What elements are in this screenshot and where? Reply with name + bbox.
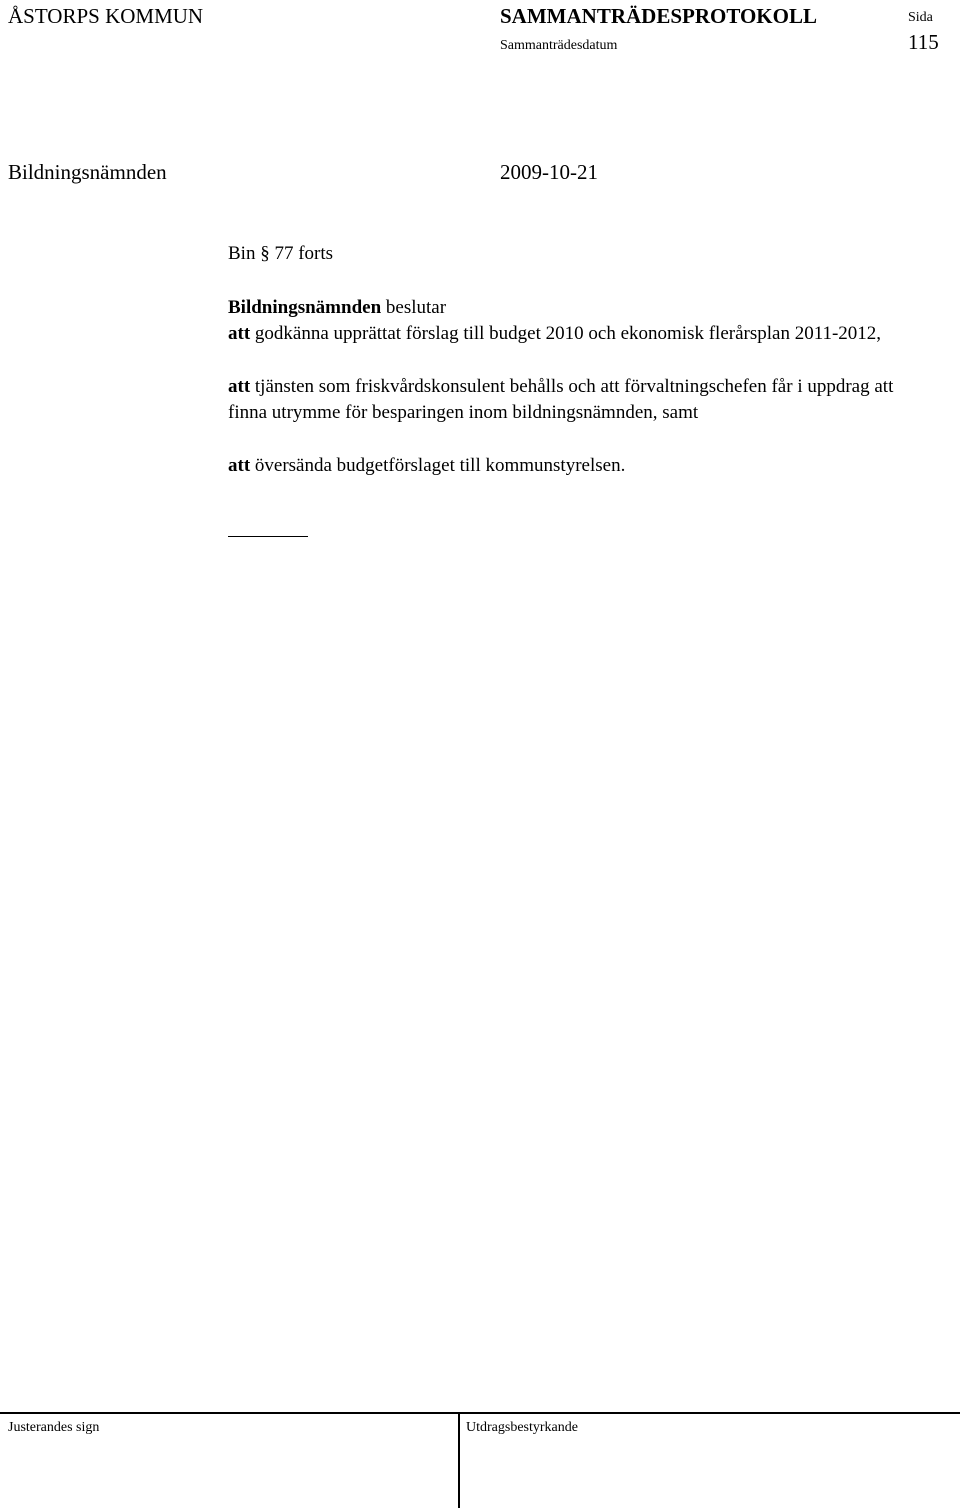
decision-subject: Bildningsnämnden bbox=[228, 297, 382, 318]
item-keyword: att bbox=[228, 376, 251, 397]
decision-item bbox=[228, 374, 928, 426]
decision-block bbox=[228, 295, 928, 347]
decision-item bbox=[228, 453, 928, 479]
meeting-date: 2009-10-21 bbox=[500, 160, 598, 184]
page-number: 115 bbox=[908, 30, 939, 54]
section-reference: Bin § 77 forts bbox=[228, 243, 334, 264]
extract-certification-label: Utdragsbestyrkande bbox=[466, 1420, 578, 1435]
item-keyword: att bbox=[228, 323, 251, 344]
footer-divider bbox=[458, 1412, 460, 1508]
item-text: tjänsten som friskvårdskonsulent behålls och att förvaltningschefen får i uppdrag att finna utrymme för besparingen inom bildningsnämnden, samt bbox=[228, 376, 894, 423]
decision-verb: beslutar bbox=[381, 297, 447, 318]
organization-name: ÅSTORPS KOMMUN bbox=[8, 4, 204, 28]
footer-rule bbox=[0, 1412, 960, 1414]
meeting-date-label: Sammanträdesdatum bbox=[500, 38, 618, 53]
signature-label: Justerandes sign bbox=[8, 1420, 100, 1435]
document-type: SAMMANTRÄDESPROTOKOLL bbox=[500, 4, 817, 28]
item-text: godkänna upprättat förslag till budget 2010 och ekonomisk flerårsplan 2011-2012, bbox=[250, 323, 882, 344]
end-of-section-rule bbox=[228, 536, 308, 537]
item-keyword: att bbox=[228, 455, 251, 476]
page-label: Sida bbox=[908, 10, 933, 25]
protocol-content bbox=[228, 241, 928, 479]
item-text: översända budgetförslaget till kommunstyrelsen. bbox=[250, 455, 626, 476]
committee-name: Bildningsnämnden bbox=[8, 160, 167, 184]
